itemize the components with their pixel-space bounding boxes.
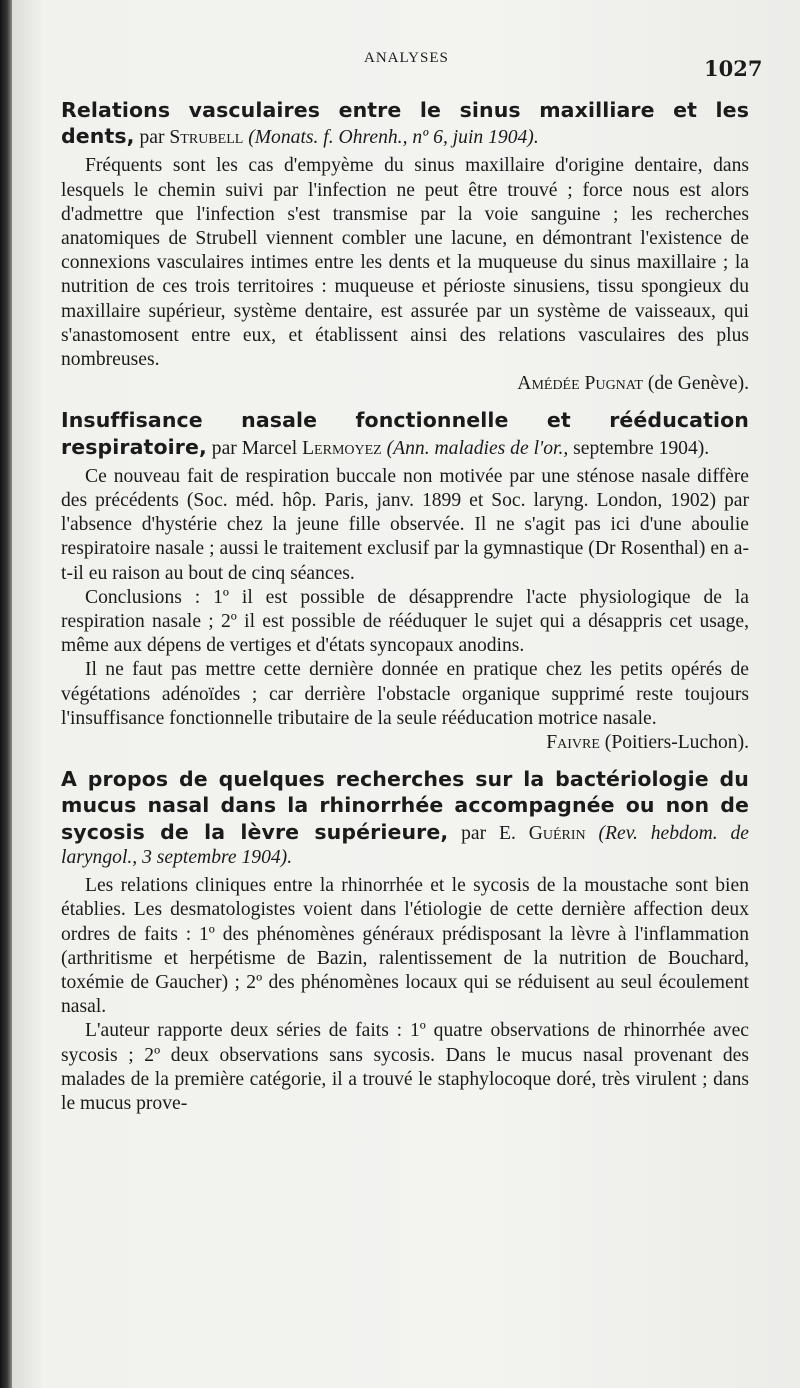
author-name: Lermoyez [302, 437, 382, 459]
article-lermoyez [61, 408, 749, 755]
author-name: Strubell [169, 127, 244, 149]
author-prefix: par E. [461, 822, 516, 844]
article-heading [61, 767, 749, 870]
book-spine-shadow [0, 0, 12, 1388]
article-paragraph: Il ne faut pas mettre cette dernière donnée en pratique chez les petits opérés de végétations adénoïdes ; car derrière l'obstacle organique supprimé reste toujours l'insuffisance fonctionnelle tributaire de la seule rééducation motrice nasale. [61, 659, 749, 729]
article-guerin [61, 767, 749, 1116]
signature-place: (de Genève). [647, 373, 749, 395]
article-paragraph: Ce nouveau fait de respiration buccale non motivée par une sténose nasale diffère des précédents (Soc. méd. hôp. Paris, janv. 1899 et Soc. laryng. London, 1902) par l'absence d'hystérie chez la jeune fille observée. Il ne s'agit pas ici d'une aboulie respiratoire nasale ; aussi le traitement exclusif par la gymnastique (Dr Rosenthal) en a-t-il eu raison au bout de cinq séances. [61, 465, 749, 584]
signature [61, 731, 749, 755]
signature-name: Amédée Pugnat [517, 373, 643, 395]
article-title: Insuffisance nasale fonctionnelle et rééducation respiratoire, [61, 408, 749, 459]
page-number: 1027 [704, 56, 763, 81]
running-title: ANALYSES [364, 50, 449, 66]
article-title: A propos de quelques recherches sur la bactériologie du mucus nasal dans la rhinorrhée accompagnée ou non de sycosis de la lèvre supérieure, [61, 767, 749, 844]
author-prefix: par Marcel [211, 437, 298, 459]
article-heading [61, 98, 749, 150]
article-source-date: septembre 1904). [573, 437, 710, 459]
signature-name: Faivre [546, 732, 600, 754]
article-source-journal: (Ann. maladies de l'or., [386, 437, 569, 459]
article-paragraph: Conclusions : 1º il est possible de désapprendre l'acte physiologique de la respiration nasale ; 2º il est possible de rééduquer le sujet qui a désappris cet usage, même aux dépens de vertiges et d'états syncopaux anodins. [61, 586, 749, 657]
signature-place: (Poitiers-Luchon). [604, 732, 749, 754]
article-paragraph: L'auteur rapporte deux séries de faits : 1º quatre observations de rhinorrhée avec sycosis ; 2º deux observations sans sycosis. Dans le mucus nasal provenant des malades de la première catégorie, il a trouvé le staphylocoque doré, très virulent ; dans le mucus prove- [61, 1020, 749, 1114]
article-strubell [61, 98, 749, 396]
article-source: (Rev. hebdom. de laryngol., 3 septembre 1904). [61, 822, 749, 868]
article-title: Relations vasculaires entre le sinus maxilliare et les dents, [61, 98, 749, 149]
article-heading [61, 408, 749, 460]
article-paragraph: Les relations cliniques entre la rhinorrhée et le sycosis de la moustache sont bien établies. Les desmatologistes voient dans l'étiologie de cette dernière affection deux ordres de faits : 1º des phénomènes généraux prédisposant la lèvre à l'inflammation (arthritisme et herpétisme de Bazin, ralentissement de la nutrition de Bouchard, toxémie de Gaucher) ; 2º des phénomènes locaux qui se réduisent au seul écoulement nasal. [61, 875, 749, 1018]
page-body [61, 98, 749, 1128]
author-name: Guérin [528, 822, 586, 844]
article-source: (Monats. f. Ohrenh., nº 6, juin 1904). [248, 127, 539, 149]
article-paragraph: Fréquents sont les cas d'empyème du sinus maxillaire d'origine dentaire, dans lesquels le chemin suivi par l'infection ne peut être trouvé ; force nous est alors d'admettre que l'infection s'est transmise par la voie sanguine ; les recherches anatomiques de Strubell viennent combler une lacune, en démontrant l'existence de connexions vasculaires intimes entre les dents et la muqueuse du sinus maxillaire ; la nutrition de ces trois territoires : muqueuse et périoste sinusiens, tissu spongieux du maxillaire supérieur, système dentaire, est assurée par un système de vaisseaux, qui s'anastomosent entre eux, et établissent ainsi des relations vasculaires des plus nombreuses. [61, 155, 749, 371]
author-prefix: par [139, 127, 165, 149]
signature [61, 372, 749, 396]
